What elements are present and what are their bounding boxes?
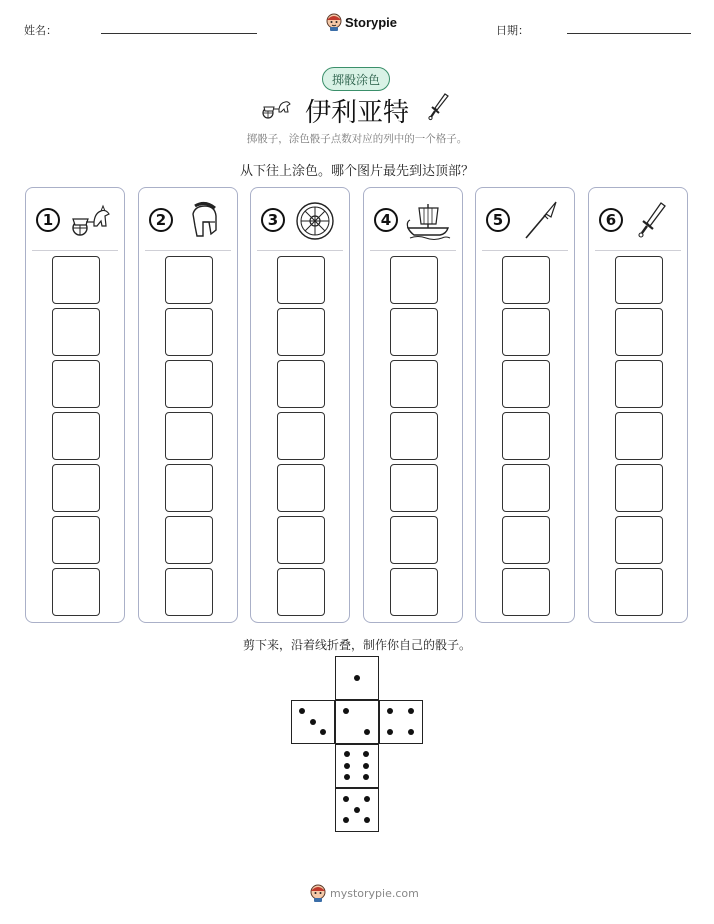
dice-pip xyxy=(354,807,360,813)
color-cell[interactable] xyxy=(52,568,100,616)
column-number: 5 xyxy=(486,208,510,232)
color-cell[interactable] xyxy=(165,256,213,304)
footer xyxy=(310,884,419,902)
dice-pip xyxy=(363,774,369,780)
color-cell[interactable] xyxy=(165,568,213,616)
dice-pip xyxy=(408,708,414,714)
column-number: 4 xyxy=(374,208,398,232)
date-label: 日期： xyxy=(496,24,529,37)
color-cell[interactable] xyxy=(615,256,663,304)
dice-column-1 xyxy=(25,187,125,623)
coloring-instruction: 从下往上涂色。哪个图片最先到达顶部？ xyxy=(239,164,474,179)
color-cell[interactable] xyxy=(52,412,100,460)
footer-url[interactable]: mystorypie.com xyxy=(330,886,419,900)
storypie-mascot-icon xyxy=(326,13,342,31)
dice-pip xyxy=(343,708,349,714)
color-cell[interactable] xyxy=(502,516,550,564)
brand-logo xyxy=(326,13,397,31)
dice-pip xyxy=(344,763,350,769)
color-cell[interactable] xyxy=(165,516,213,564)
dice-pip xyxy=(343,796,349,802)
brand-name: Storypie xyxy=(345,14,398,30)
color-cell[interactable] xyxy=(165,464,213,512)
dice-pip xyxy=(320,729,326,735)
dice-face xyxy=(379,700,423,744)
page-subtitle: 掷骰子，涂色骰子点数对应的列中的一个格子。 xyxy=(246,133,468,145)
column-number: 3 xyxy=(261,208,285,232)
color-cell[interactable] xyxy=(52,516,100,564)
dice-pip xyxy=(310,719,316,725)
color-cell[interactable] xyxy=(165,360,213,408)
shield-icon xyxy=(293,200,339,242)
dice-pip xyxy=(363,763,369,769)
color-cell[interactable] xyxy=(277,412,325,460)
dice-pip xyxy=(364,817,370,823)
color-cell[interactable] xyxy=(502,464,550,512)
dice-pip xyxy=(387,729,393,735)
color-cell[interactable] xyxy=(615,516,663,564)
color-cell[interactable] xyxy=(390,308,438,356)
color-cell[interactable] xyxy=(615,568,663,616)
dice-face xyxy=(335,700,379,744)
color-cell[interactable] xyxy=(615,360,663,408)
dice-pip xyxy=(408,729,414,735)
color-cell[interactable] xyxy=(390,412,438,460)
color-cell[interactable] xyxy=(502,360,550,408)
ship-icon xyxy=(406,200,452,242)
color-cell[interactable] xyxy=(165,412,213,460)
color-cell[interactable] xyxy=(390,568,438,616)
color-cell[interactable] xyxy=(502,412,550,460)
color-cell[interactable] xyxy=(52,256,100,304)
color-cell[interactable] xyxy=(52,464,100,512)
color-cell[interactable] xyxy=(52,360,100,408)
color-cell[interactable] xyxy=(390,464,438,512)
dice-column-5 xyxy=(475,187,575,623)
dice-face xyxy=(335,788,379,832)
color-cell[interactable] xyxy=(277,256,325,304)
dice-face xyxy=(291,700,335,744)
helmet-icon xyxy=(181,200,227,242)
color-cell[interactable] xyxy=(502,308,550,356)
color-cell[interactable] xyxy=(277,568,325,616)
color-cell[interactable] xyxy=(390,516,438,564)
activity-badge: 掷骰涂色 xyxy=(322,67,390,91)
sword-icon xyxy=(428,92,450,122)
page-title: 伊利亚特 xyxy=(304,98,409,128)
dice-pip xyxy=(387,708,393,714)
dice-pip xyxy=(364,729,370,735)
color-cell[interactable] xyxy=(277,360,325,408)
dice-face xyxy=(335,656,379,700)
spear-icon xyxy=(518,200,564,242)
color-cell[interactable] xyxy=(615,412,663,460)
sword-icon xyxy=(631,200,677,242)
chariot-icon xyxy=(68,200,114,242)
color-cell[interactable] xyxy=(615,308,663,356)
dice-pip xyxy=(354,675,360,681)
dice-column-3 xyxy=(250,187,350,623)
storypie-mascot-icon xyxy=(310,884,326,902)
column-number: 2 xyxy=(149,208,173,232)
dice-column-6 xyxy=(588,187,688,623)
color-cell[interactable] xyxy=(390,256,438,304)
color-cell[interactable] xyxy=(277,308,325,356)
dice-pip xyxy=(363,751,369,757)
name-line[interactable] xyxy=(101,33,257,34)
column-number: 1 xyxy=(36,208,60,232)
dice-face xyxy=(335,744,379,788)
dice-pip xyxy=(344,774,350,780)
date-line[interactable] xyxy=(567,33,691,34)
color-cell[interactable] xyxy=(615,464,663,512)
cut-instruction: 剪下来，沿着线折叠，制作你自己的骰子。 xyxy=(242,638,471,652)
dice-pip xyxy=(343,817,349,823)
column-number: 6 xyxy=(599,208,623,232)
name-label: 姓名： xyxy=(24,24,57,37)
dice-pip xyxy=(299,708,305,714)
dice-column-4 xyxy=(363,187,463,623)
dice-pip xyxy=(364,796,370,802)
color-cell[interactable] xyxy=(165,308,213,356)
color-cell[interactable] xyxy=(277,464,325,512)
color-cell[interactable] xyxy=(390,360,438,408)
color-cell[interactable] xyxy=(502,256,550,304)
dice-pip xyxy=(344,751,350,757)
dice-column-2 xyxy=(138,187,238,623)
color-cell[interactable] xyxy=(502,568,550,616)
color-cell[interactable] xyxy=(277,516,325,564)
color-cell[interactable] xyxy=(52,308,100,356)
chariot-icon xyxy=(260,98,294,120)
